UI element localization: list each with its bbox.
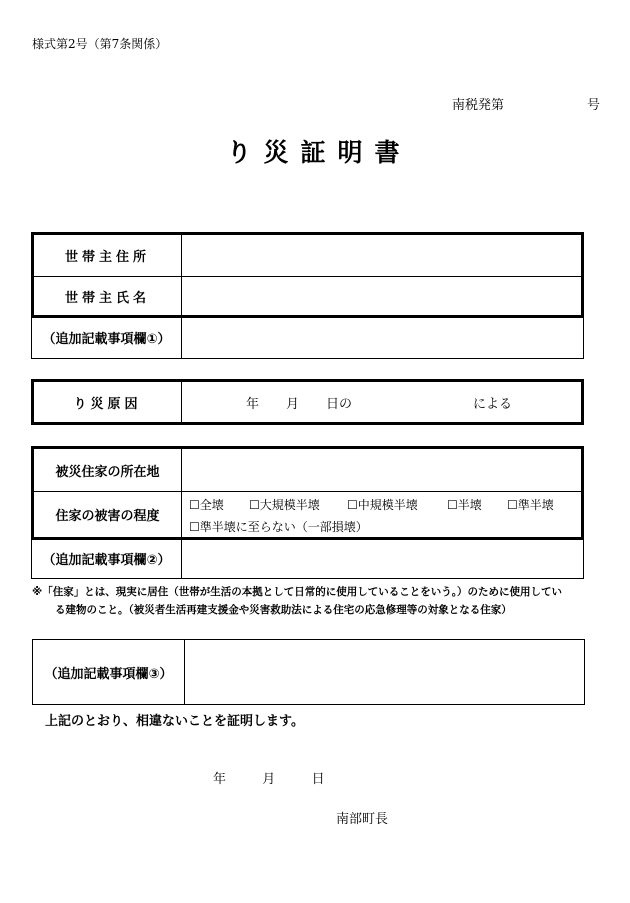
certification-statement: 上記のとおり、相違ないことを証明します。 xyxy=(45,714,304,729)
additional3-row xyxy=(32,639,585,705)
damage-level-options xyxy=(182,492,581,537)
issue-date-day: 日 xyxy=(311,772,325,787)
cause-label: り災原因 xyxy=(34,382,182,422)
cause-field[interactable] xyxy=(182,382,581,422)
damage-level-row xyxy=(34,491,581,537)
cause-day: 日の xyxy=(326,396,353,412)
issuer-name: 南部町長 xyxy=(336,812,389,827)
cause-month: 月 xyxy=(286,396,300,412)
additional1-row xyxy=(31,317,584,359)
cause-year: 年 xyxy=(246,396,260,412)
household-head-box xyxy=(31,232,584,318)
household-head-address-label: 世帯主住所 xyxy=(34,235,182,276)
cause-suffix: による xyxy=(473,396,513,412)
additional2-row xyxy=(31,539,584,579)
damage-option-partial[interactable]: ☐準半壊に至らない（一部損壊） xyxy=(189,520,368,534)
house-location-field[interactable] xyxy=(182,449,581,491)
damage-level-label: 住家の被害の程度 xyxy=(34,492,182,537)
additional3-field[interactable] xyxy=(185,640,584,704)
house-location-label: 被災住家の所在地 xyxy=(34,449,182,491)
issue-date-year: 年 xyxy=(213,772,227,787)
house-location-row xyxy=(34,449,581,491)
issue-number-suffix: 号 xyxy=(587,98,601,113)
document-title: り災証明書 xyxy=(226,138,412,167)
household-head-name-row xyxy=(34,276,581,315)
form-number: 様式第2号（第7条関係） xyxy=(32,37,168,51)
issue-date xyxy=(213,768,325,787)
residence-note-line2: る建物のこと。（被災者生活再建支援金や災害救助法による住宅の応急修理等の対象となる住家） xyxy=(55,604,512,616)
cause-box xyxy=(31,379,584,425)
additional1-field[interactable] xyxy=(182,317,583,358)
damage-option-semi-half[interactable]: ☐準半壊 xyxy=(507,498,554,512)
issue-date-month: 月 xyxy=(262,772,276,787)
damage-option-total[interactable]: ☐全壊 xyxy=(189,498,224,512)
house-damage-box xyxy=(31,446,584,540)
damage-option-half[interactable]: ☐半壊 xyxy=(447,498,482,512)
household-head-name-field[interactable] xyxy=(182,277,581,315)
household-head-address-row xyxy=(34,235,581,276)
damage-option-large-half[interactable]: ☐大規模半壊 xyxy=(249,498,320,512)
damage-option-medium-half[interactable]: ☐中規模半壊 xyxy=(347,498,418,512)
additional2-label: （追加記載事項欄②） xyxy=(32,539,182,578)
additional1-label: （追加記載事項欄①） xyxy=(32,317,182,358)
residence-note-line1: ※「住家」とは、現実に居住（世帯が生活の本拠として日常的に使用していることをいう。）のために使用してい xyxy=(32,586,562,598)
issue-number-prefix: 南税発第 xyxy=(452,98,505,113)
additional2-field[interactable] xyxy=(182,539,583,578)
additional3-label: （追加記載事項欄③） xyxy=(33,640,185,704)
household-head-name-label: 世帯主氏名 xyxy=(34,277,182,315)
household-head-address-field[interactable] xyxy=(182,235,581,276)
